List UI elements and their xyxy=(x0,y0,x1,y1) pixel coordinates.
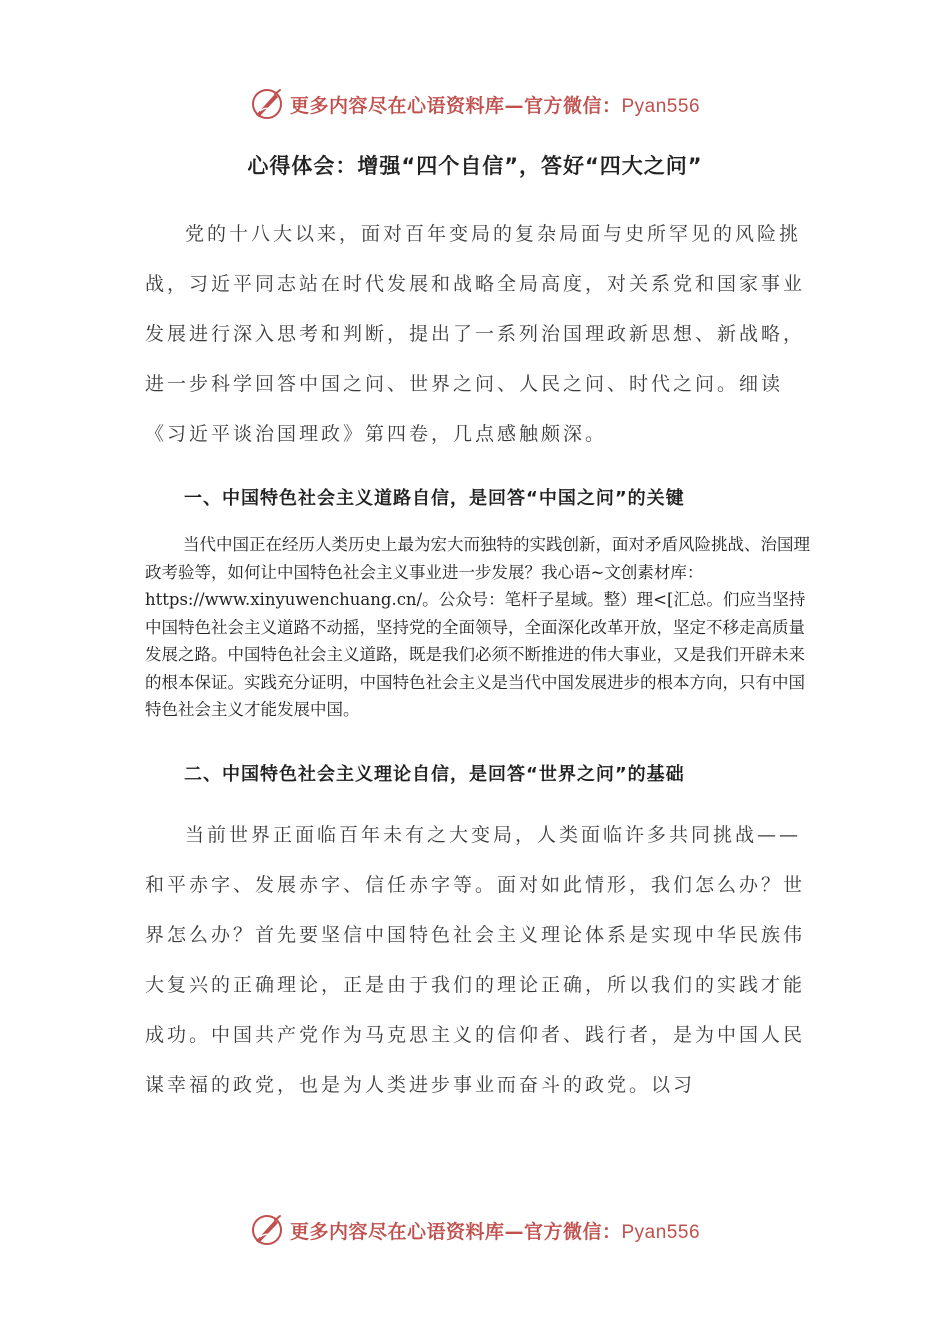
banner-text: 更多内容尽在心语资料库—官方微信：Pyan556 xyxy=(289,1220,701,1243)
header-banner xyxy=(0,84,950,124)
section-2-heading: 二、中国特色社会主义理论自信，是回答“世界之问”的基础 xyxy=(184,764,685,785)
section-1-heading: 一、中国特色社会主义道路自信，是回答“中国之问”的关键 xyxy=(184,488,685,509)
intro-paragraph: 党的十八大以来，面对百年变局的复杂局面与史所罕见的风险挑战，习近平同志站在时代发展和战略全局高度，对关系党和国家事业发展进行深入思考和判断，提出了一系列治国理政新思想、新战略，进一步科学回答中国之问、世界之问、人民之问、时代之问。细读《习近平谈治国理政》第四卷，几点感触颇深。 xyxy=(145,223,806,445)
quill-pen-logo-icon xyxy=(250,87,284,121)
footer-banner xyxy=(0,1210,950,1250)
section-1-paragraph: 当代中国正在经历人类历史上最为宏大而独特的实践创新，面对矛盾风险挑战、治国理政考验等，如何让中国特色社会主义事业进一步发展？我心语~文创素材库：https://www.xinyuwenchuang.cn/。公众号：笔杆子星域。整）理<[汇总。们应当坚持中国特色社会主义道路不动摇，坚持党的全面领导，全面深化改革开放，坚定不移走高质量发展之路。中国特色社会主义道路，既是我们必须不断推进的伟大事业，又是我们开辟未来的根本保证。实践充分证明，中国特色社会主义是当代中国发展进步的根本方向，只有中国特色社会主义才能发展中国。 xyxy=(145,535,810,719)
document-title: 心得体会：增强“四个自信”，答好“四大之问” xyxy=(247,154,703,178)
banner-wechat-handle: Pyan556 xyxy=(621,95,701,117)
banner-wechat-handle: Pyan556 xyxy=(621,1221,701,1243)
quill-pen-logo-icon xyxy=(250,1213,284,1247)
section-2-paragraph: 当前世界正面临百年未有之大变局，人类面临许多共同挑战——和平赤字、发展赤字、信任赤字等。面对如此情形，我们怎么办？世界怎么办？首先要坚信中国特色社会主义理论体系是实现中华民族伟大复兴的正确理论，正是由于我们的理论正确，所以我们的实践才能成功。中国共产党作为马克思主义的信仰者、践行者，是为中国人民谋幸福的政党，也是为人类进步事业而奋斗的政党。以习 xyxy=(145,824,806,1096)
banner-text: 更多内容尽在心语资料库—官方微信：Pyan556 xyxy=(289,94,701,117)
